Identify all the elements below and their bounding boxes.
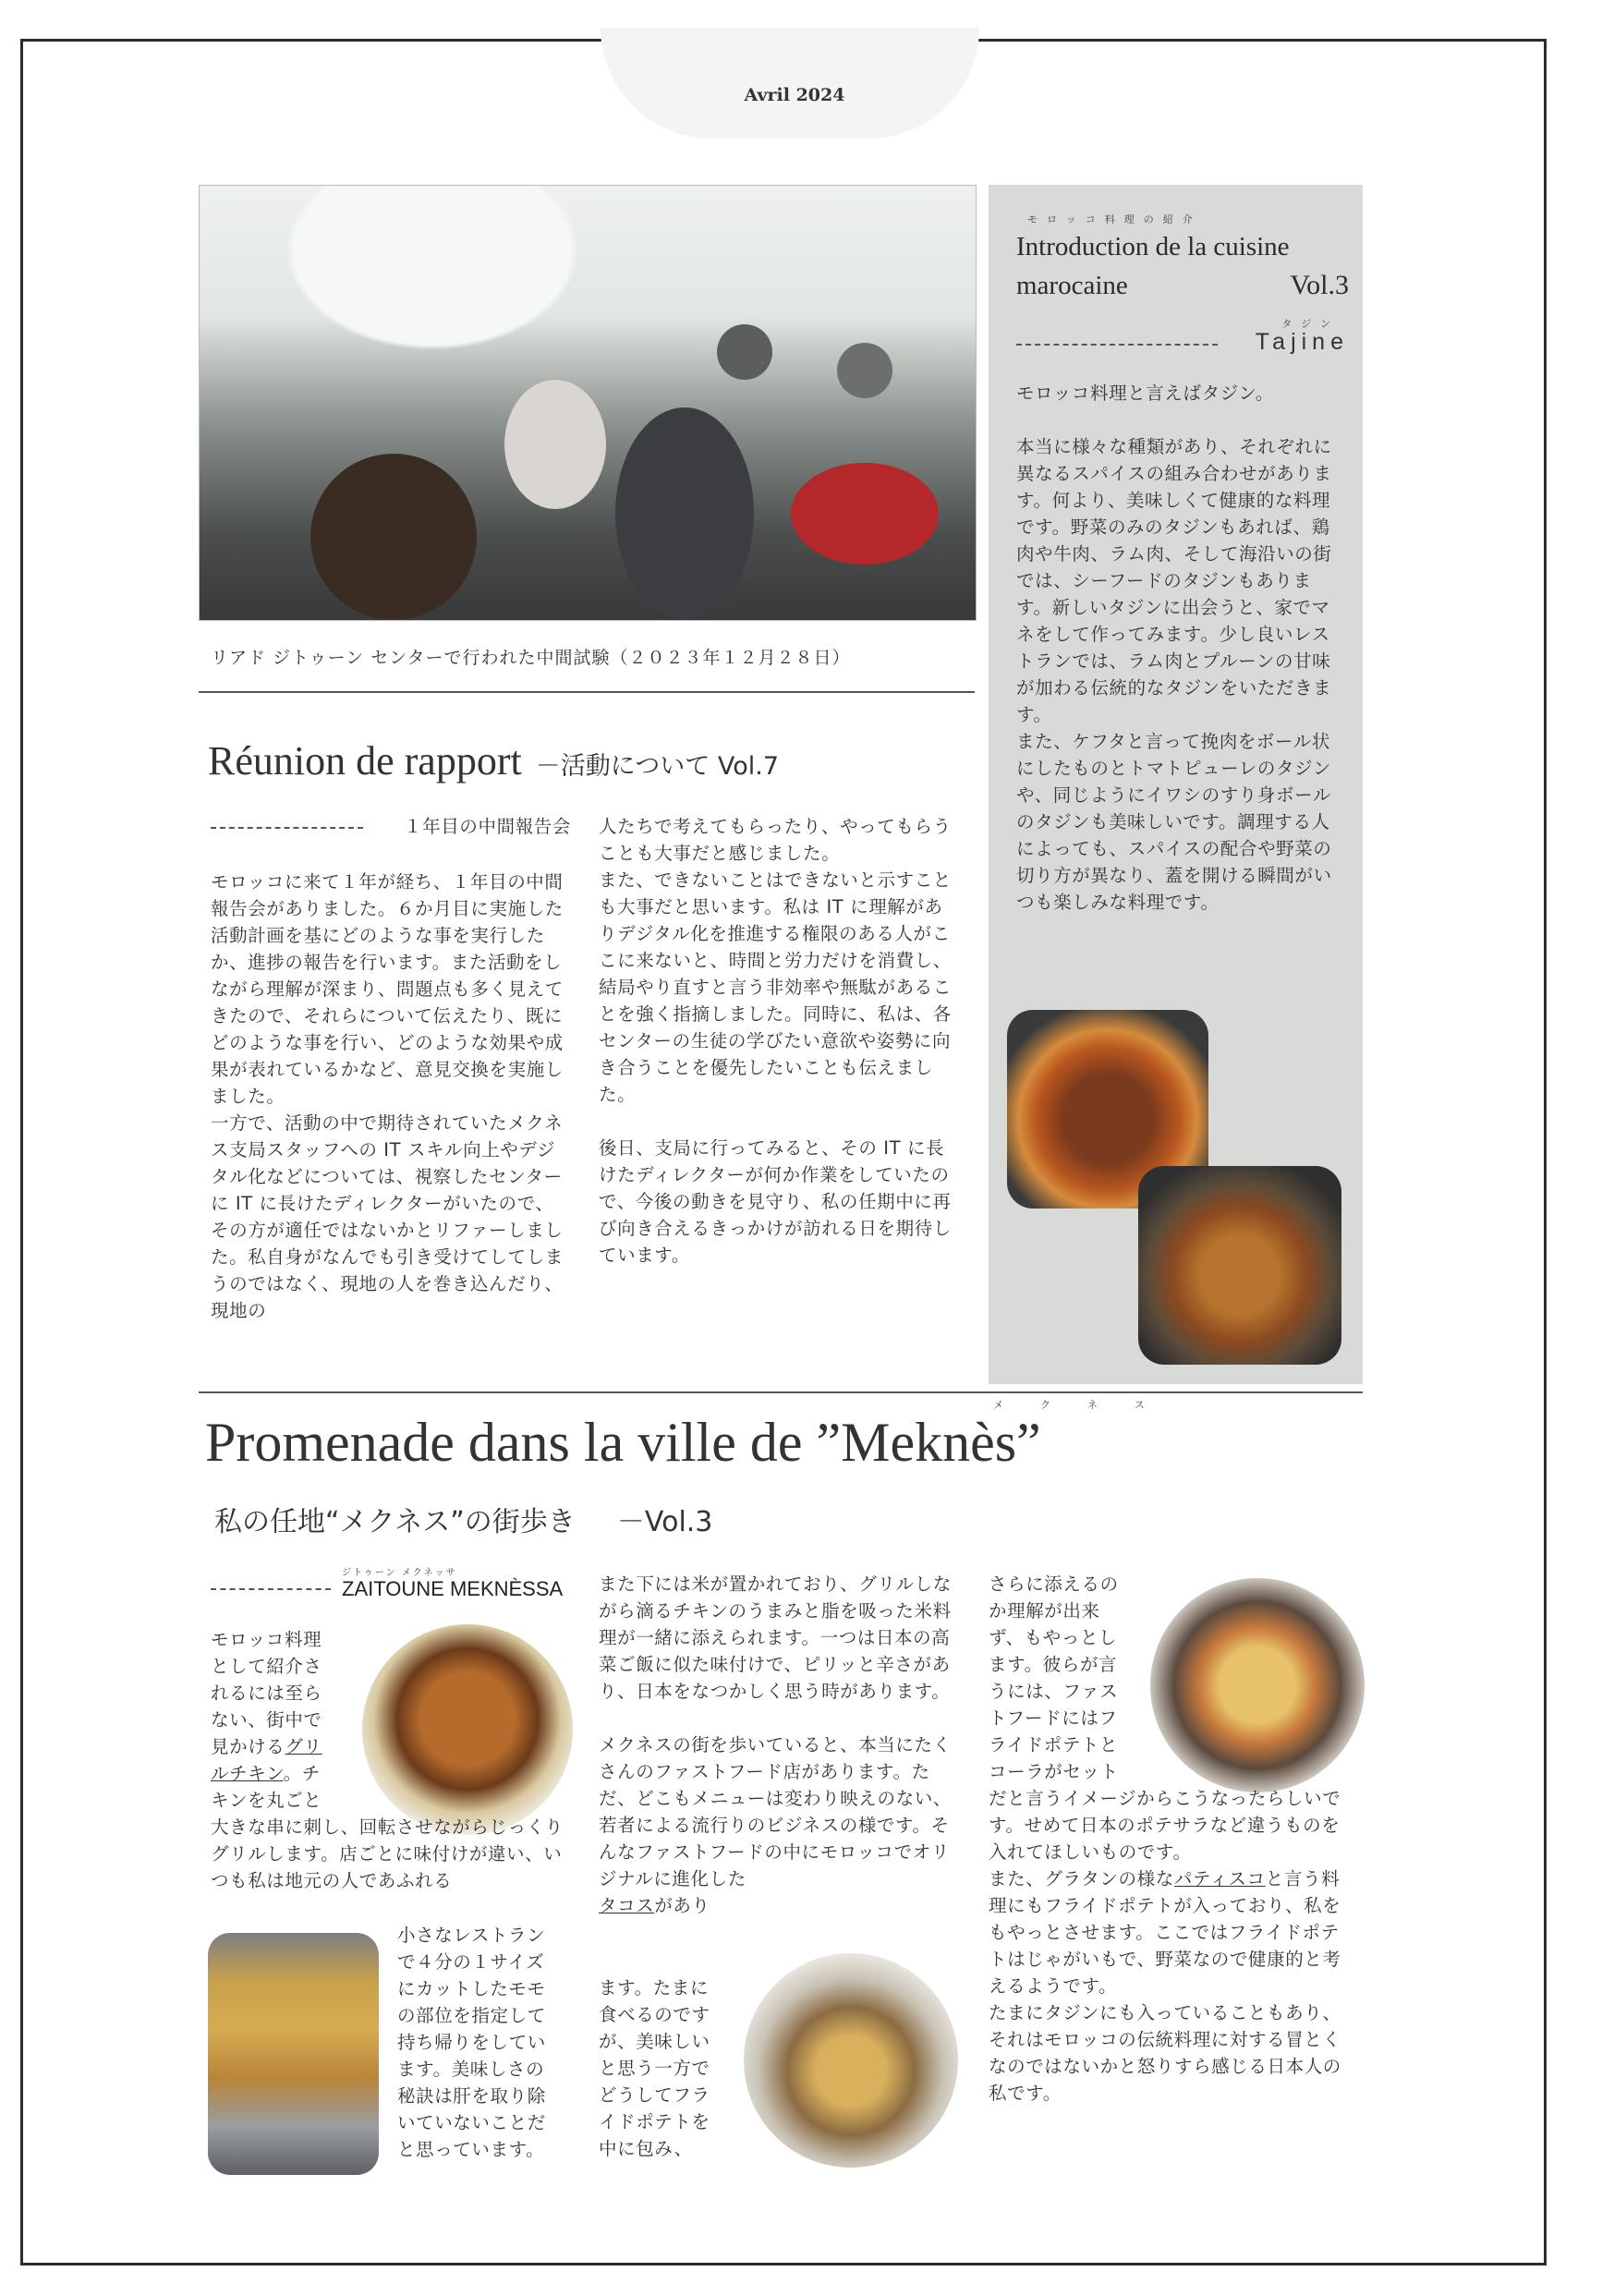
- text-line: 小さなレストラン: [397, 1925, 546, 1946]
- sidebar-title-line1: Introduction de la cuisine: [1016, 232, 1290, 261]
- promenade-paragraph: また下には米が置かれており、グリルしながら滴るチキンのうまみと脂を吸った米料理が一緒に添えられます。一つは日本の高菜ご飯に似た味付けで、ピリッと辛さがあり、日本をなつかしく思う時があります。: [599, 1573, 952, 1702]
- promenade-section: [211, 1564, 566, 1601]
- text-line: ます。美味しさの: [397, 2059, 545, 2080]
- text-line: うには、ファス: [989, 1681, 1119, 1702]
- tacos-link: タコス: [599, 1895, 655, 1916]
- sidebar-paragraph: また、ケフタと言って挽肉をボール状にしたものとトマトピューレのタジンや、同じようにイワシのすり身ボールのタジンも美味しいです。調理する人によっても、スパイスの配合や野菜の切り方が異なり、蓋を開ける瞬間がいつも楽しみな料理です。: [1016, 731, 1332, 913]
- text-line: トフードにはフ: [989, 1707, 1118, 1729]
- text-line: 秘訣は肝を取り除: [397, 2085, 546, 2107]
- promenade-col2-bottom: [599, 1974, 746, 2162]
- sidebar-title-line2: marocaine: [1016, 271, 1128, 300]
- text-line: さらに添えるの: [989, 1573, 1119, 1595]
- promenade-section-title: ZAITOUNE MEKNÈSSA: [342, 1577, 564, 1600]
- report-section-title: １年目の中間報告会: [404, 816, 571, 837]
- report-paragraph: 人たちで考えてもらったり、やってもらうことも大事だと感じました。: [599, 816, 952, 864]
- text-line: 中に包み、: [599, 2138, 693, 2159]
- header-arc: [601, 28, 979, 139]
- promenade-title: Promenade dans la ville de ”Meknès”: [205, 1412, 1041, 1473]
- promenade-ruby: メクネス: [993, 1399, 1182, 1411]
- text-line: どうしてフラ: [599, 2084, 710, 2106]
- text-line: キンを丸ごと: [211, 1790, 322, 1811]
- grilled-chicken-photo: [362, 1624, 573, 1835]
- patisco-photo: [1150, 1578, 1365, 1792]
- report-column-2: [599, 813, 957, 1269]
- promenade-col1-top: [211, 1626, 372, 1814]
- text-line: と思う一方で: [599, 2058, 710, 2079]
- text-line: ず、もやっとし: [989, 1627, 1118, 1648]
- text-line: いていないことだ: [397, 2112, 546, 2133]
- report-paragraph: モロッコに来て１年が経ち、１年目の中間報告会がありました。６か月目に実施した活動計画を基にどのような事を実行したか、進捗の報告を行います。また活動をしながら理解が深まり、問題点も多く見えてきたので、それらについて伝えたり、既にどのような事を行い、どのような効果や成果が表れているかなど、意見交換を実施しました。: [211, 871, 564, 1107]
- text-line: 。チ: [283, 1763, 321, 1784]
- report-paragraph: 後日、支局に行ってみると、その IT に長けたディレクターが何か作業をしていたので、今後の動きを見守り、私の任期中に再び向き合えるきっかけが訪れる日を期待しています。: [599, 1137, 952, 1266]
- sidebar-paragraph: モロッコ料理と言えばタジン。: [1016, 383, 1274, 404]
- promenade-section-ruby: ジトゥーン メクネッサ: [342, 1568, 457, 1578]
- section-divider: [199, 1391, 1363, 1393]
- sidebar-section-ruby: タジン: [1281, 318, 1340, 330]
- report-column-1: [211, 869, 569, 1324]
- text-line: モロッコ料理: [211, 1629, 322, 1650]
- sidebar-ruby: モロッコ料理の紹介: [1027, 213, 1202, 225]
- text-line: ない、街中で: [211, 1709, 322, 1731]
- text-line: また、グラタンの様な: [989, 1868, 1174, 1889]
- text-line: イドポテトを: [599, 2111, 710, 2132]
- text-line: 食べるのです: [599, 2004, 710, 2025]
- sidebar-title: [1016, 227, 1349, 305]
- report-section: [211, 813, 571, 841]
- rotisserie-photo: [208, 1933, 379, 2175]
- promenade-paragraph: だと言うイメージからこうなったらしいです。せめて日本のポテサラなど違うものを入れてほしいものです。: [989, 1788, 1341, 1863]
- sidebar-dashes: [1016, 344, 1218, 346]
- text-line: 見かける: [211, 1736, 285, 1757]
- text-line: コーラがセット: [989, 1761, 1119, 1782]
- promenade-col1-bottom: [397, 1922, 577, 2163]
- report-title: Réunion de rapport: [208, 738, 522, 784]
- patisco-link: パティスコ: [1173, 1868, 1266, 1889]
- text-line: の部位を指定して: [397, 2005, 546, 2026]
- text-line: ライドポテトと: [989, 1734, 1119, 1755]
- promenade-subtitle: 私の任地“メクネス”の街歩き: [214, 1506, 576, 1538]
- text-line: が、美味しい: [599, 2031, 710, 2052]
- promenade-subtitle-row: [214, 1499, 712, 1539]
- text-line: か理解が出来: [989, 1600, 1100, 1622]
- report-subtitle: －活動について Vol.7: [535, 752, 779, 781]
- text-line: れるには至ら: [211, 1683, 322, 1704]
- grilled-chicken-link: グリ: [285, 1736, 322, 1757]
- text-line: で４分の１サイズ: [397, 1951, 545, 1973]
- text-line: ます。彼らが言: [989, 1654, 1118, 1675]
- promenade-paragraph: たまにタジンにも入っていることもあり、それはモロッコの伝統料理に対する冒とくなのではないかと怒りすら感じる日本人の私です。: [989, 2002, 1341, 2104]
- promenade-vol: －Vol.3: [616, 1506, 713, 1538]
- text-line: ます。たまに: [599, 1977, 710, 1998]
- promenade-dashes: [211, 1588, 331, 1590]
- report-heading: [208, 737, 984, 784]
- text-line: があり: [654, 1895, 710, 1916]
- sidebar-section: [1016, 318, 1349, 358]
- tacos-photo: [744, 1953, 958, 2168]
- tajine-photo-2: [1138, 1166, 1341, 1365]
- sidebar-vol: Vol.3: [1290, 270, 1349, 300]
- report-paragraph: 一方で、活動の中で期待されていたメクネス支局スタッフへの IT スキル向上やデジタル化などについては、視察したセンターに IT に長けたディレクターがいたので、その方が適任ではないかとリファーしました。私自身がなんでも引き受けてしてしまうのではなく、現地の人を巻き込んだり、現地の: [211, 1112, 564, 1321]
- promenade-col2-top: [599, 1571, 961, 1919]
- promenade-paragraph: メクネスの街を歩いていると、本当にたくさんのファストフード店があります。ただ、どこもメニューは変わり映えのない、若者による流行りのビジネスの様です。そんなファストフードの中にモロッコでオリジナルに進化した: [599, 1734, 952, 1889]
- report-dashes: [211, 827, 363, 829]
- text-line: と言う料理にもフライドポテトが入っており、私をもやっとさせます。ここではフライドポテトはじゃがいもで、野菜なので健康的と考えるようです。: [989, 1868, 1341, 1997]
- caption-divider: [199, 691, 975, 693]
- text-line: にカットしたモモ: [397, 1978, 546, 1999]
- photo-caption: リアド ジトゥーン センターで行われた中間試験（２０２３年１２月２８日）: [211, 648, 851, 668]
- text-line: として紹介さ: [211, 1656, 322, 1677]
- sidebar-section-title: Tajine: [1255, 329, 1349, 355]
- classroom-photo: [199, 185, 977, 621]
- sidebar-body: [1016, 380, 1341, 916]
- promenade-col3-bottom: [989, 1785, 1353, 2107]
- report-paragraph: また、できないことはできないと示すことも大事だと思います。私は IT に理解がありデジタル化を推進する権限のある人がここに来ないと、時間と労力だけを消費し、結局やり直すと言う非効率や無駄があることを強く指摘しました。同時に、私は、各センターの生徒の学びたい意欲や姿勢に向き合うことを優先したいことも伝えました。: [599, 869, 952, 1105]
- issue-date: Avril 2024: [744, 85, 845, 105]
- text-line: と思っています。: [397, 2139, 545, 2160]
- text-line: 持ち帰りをしてい: [397, 2032, 546, 2053]
- grilled-chicken-link: ルチキン: [211, 1763, 284, 1784]
- promenade-col3-top: [989, 1571, 1159, 1785]
- sidebar-paragraph: 本当に様々な種類があり、それぞれに異なるスパイスの組み合わせがあります。何より、美味しくて健康的な料理です。野菜のみのタジンもあれば、鶏肉や牛肉、ラム肉、そして海沿いの街では、シーフードのタジンもあります。新しいタジンに出会うと、家でマネをして作ってみます。少し良いレストランでは、ラム肉とプルーンの甘味が加わる伝統的なタジンをいただきます。: [1016, 436, 1332, 725]
- promenade-col1-full: 大きな串に刺し、回転させながらじっくりグリルします。店ごとに味付けが違い、いつも私は地元の人であふれる: [211, 1816, 564, 1891]
